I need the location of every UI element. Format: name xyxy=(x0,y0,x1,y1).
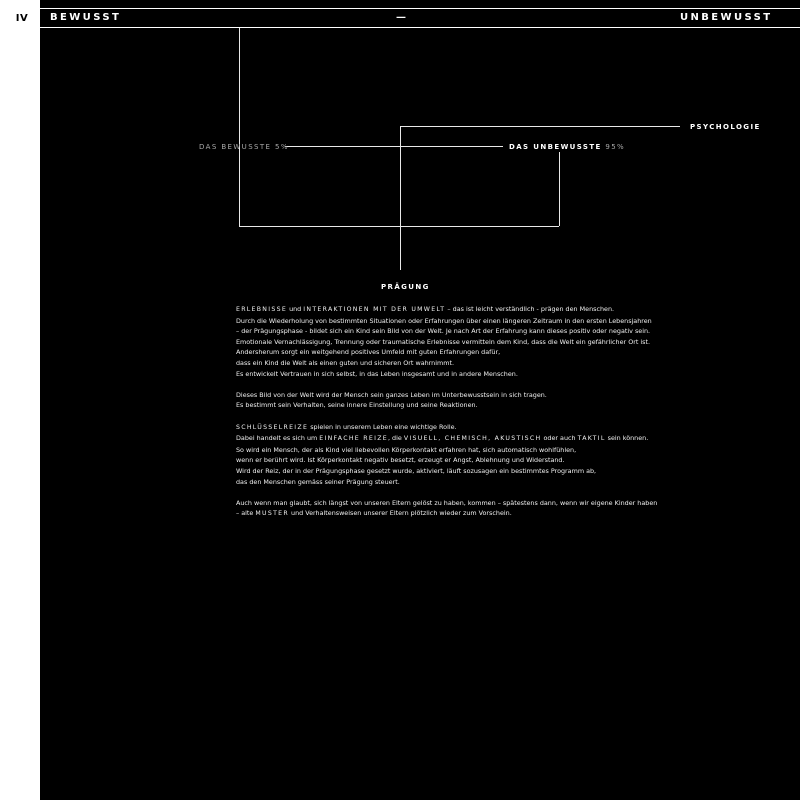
nav-unbewusst[interactable]: UNBEWUSST xyxy=(680,12,773,23)
paragraph: Dieses Bild von der Welt wird der Mensch sein ganzes Leben im Unterbewusstsein in sich tragen. Es bestimmt sein Verhalten, seine innere Einstellung und seine Reaktionen. xyxy=(236,390,547,410)
diagram-line xyxy=(285,146,503,147)
chapter-badge: IV xyxy=(8,8,36,28)
diagram-line xyxy=(400,126,680,127)
body-text xyxy=(236,304,686,530)
paragraph: SCHLÜSSELREIZE spielen in unserem Leben eine wichtige Rolle. Dabei handelt es sich um EINFACHE REIZE, die VISUELL, CHEMISCH, AKUSTISCH oder auch TAKTIL sein können. So wird ein Mensch, der als Kind viel liebevollen Körperkontakt erfahren hat, sich automatisch wohlfühlen, wenn er berührt wird. Ist Körperkontakt negativ besetzt, erzeugt er Angst, Ablehnung und Widerstand. Wird der Reiz, der in der Prägungsphase gesetzt wurde, aktiviert, läuft sozusagen ein bestimmtes Programm ab, das den Menschen gemäss seiner Prägung steuert. xyxy=(236,422,649,486)
label-imprinting: PRÄGUNG xyxy=(381,283,430,291)
label-conscious: DAS BEWUSSTE 5% xyxy=(199,143,289,151)
diagram-line xyxy=(559,152,560,226)
diagram-line xyxy=(239,28,240,226)
header-top-rule xyxy=(22,8,800,9)
label-unconscious: DAS UNBEWUSSTE 95% xyxy=(509,143,626,151)
nav-divider: — xyxy=(396,12,409,23)
diagram-line xyxy=(400,126,401,270)
nav-bewusst[interactable]: BEWUSST xyxy=(50,12,122,23)
label-psychology: PSYCHOLOGIE xyxy=(690,123,761,131)
diagram-line xyxy=(239,226,559,227)
paragraph: Auch wenn man glaubt, sich längst von unseren Eltern gelöst zu haben, kommen – spätestens dann, wenn wir eigene Kinder haben – alte MUSTER und Verhaltensweisen unserer Eltern plötzlich wieder zum Vorschein. xyxy=(236,498,658,518)
paragraph: ERLEBNISSE und INTERAKTIONEN MIT DER UMWELT – das ist leicht verständlich - prägen den Menschen. Durch die Wiederholung von bestimmten Situationen oder Erfahrungen über einen längeren Zeitraum in den ersten Lebensjahren – der Prägungsphase - bildet sich ein Kind sein Bild von der Welt. Je nach Art der Erfahrung kann dieses positiv oder negativ sein. Emotionale Vernachlässigung, Trennung oder traumatische Erlebnisse vermitteln dem Kind, dass die Welt ein gefährlicher Ort ist. Andersherum sorgt ein weitgehend positives Umfeld mit guten Erfahrungen dafür, dass ein Kind die Welt als einen guten und sicheren Ort wahrnimmt. Es entwickelt Vertrauen in sich selbst, in das Leben insgesamt und in andere Menschen. xyxy=(236,305,652,378)
header-bar xyxy=(0,0,800,32)
header-bottom-rule xyxy=(22,27,800,28)
